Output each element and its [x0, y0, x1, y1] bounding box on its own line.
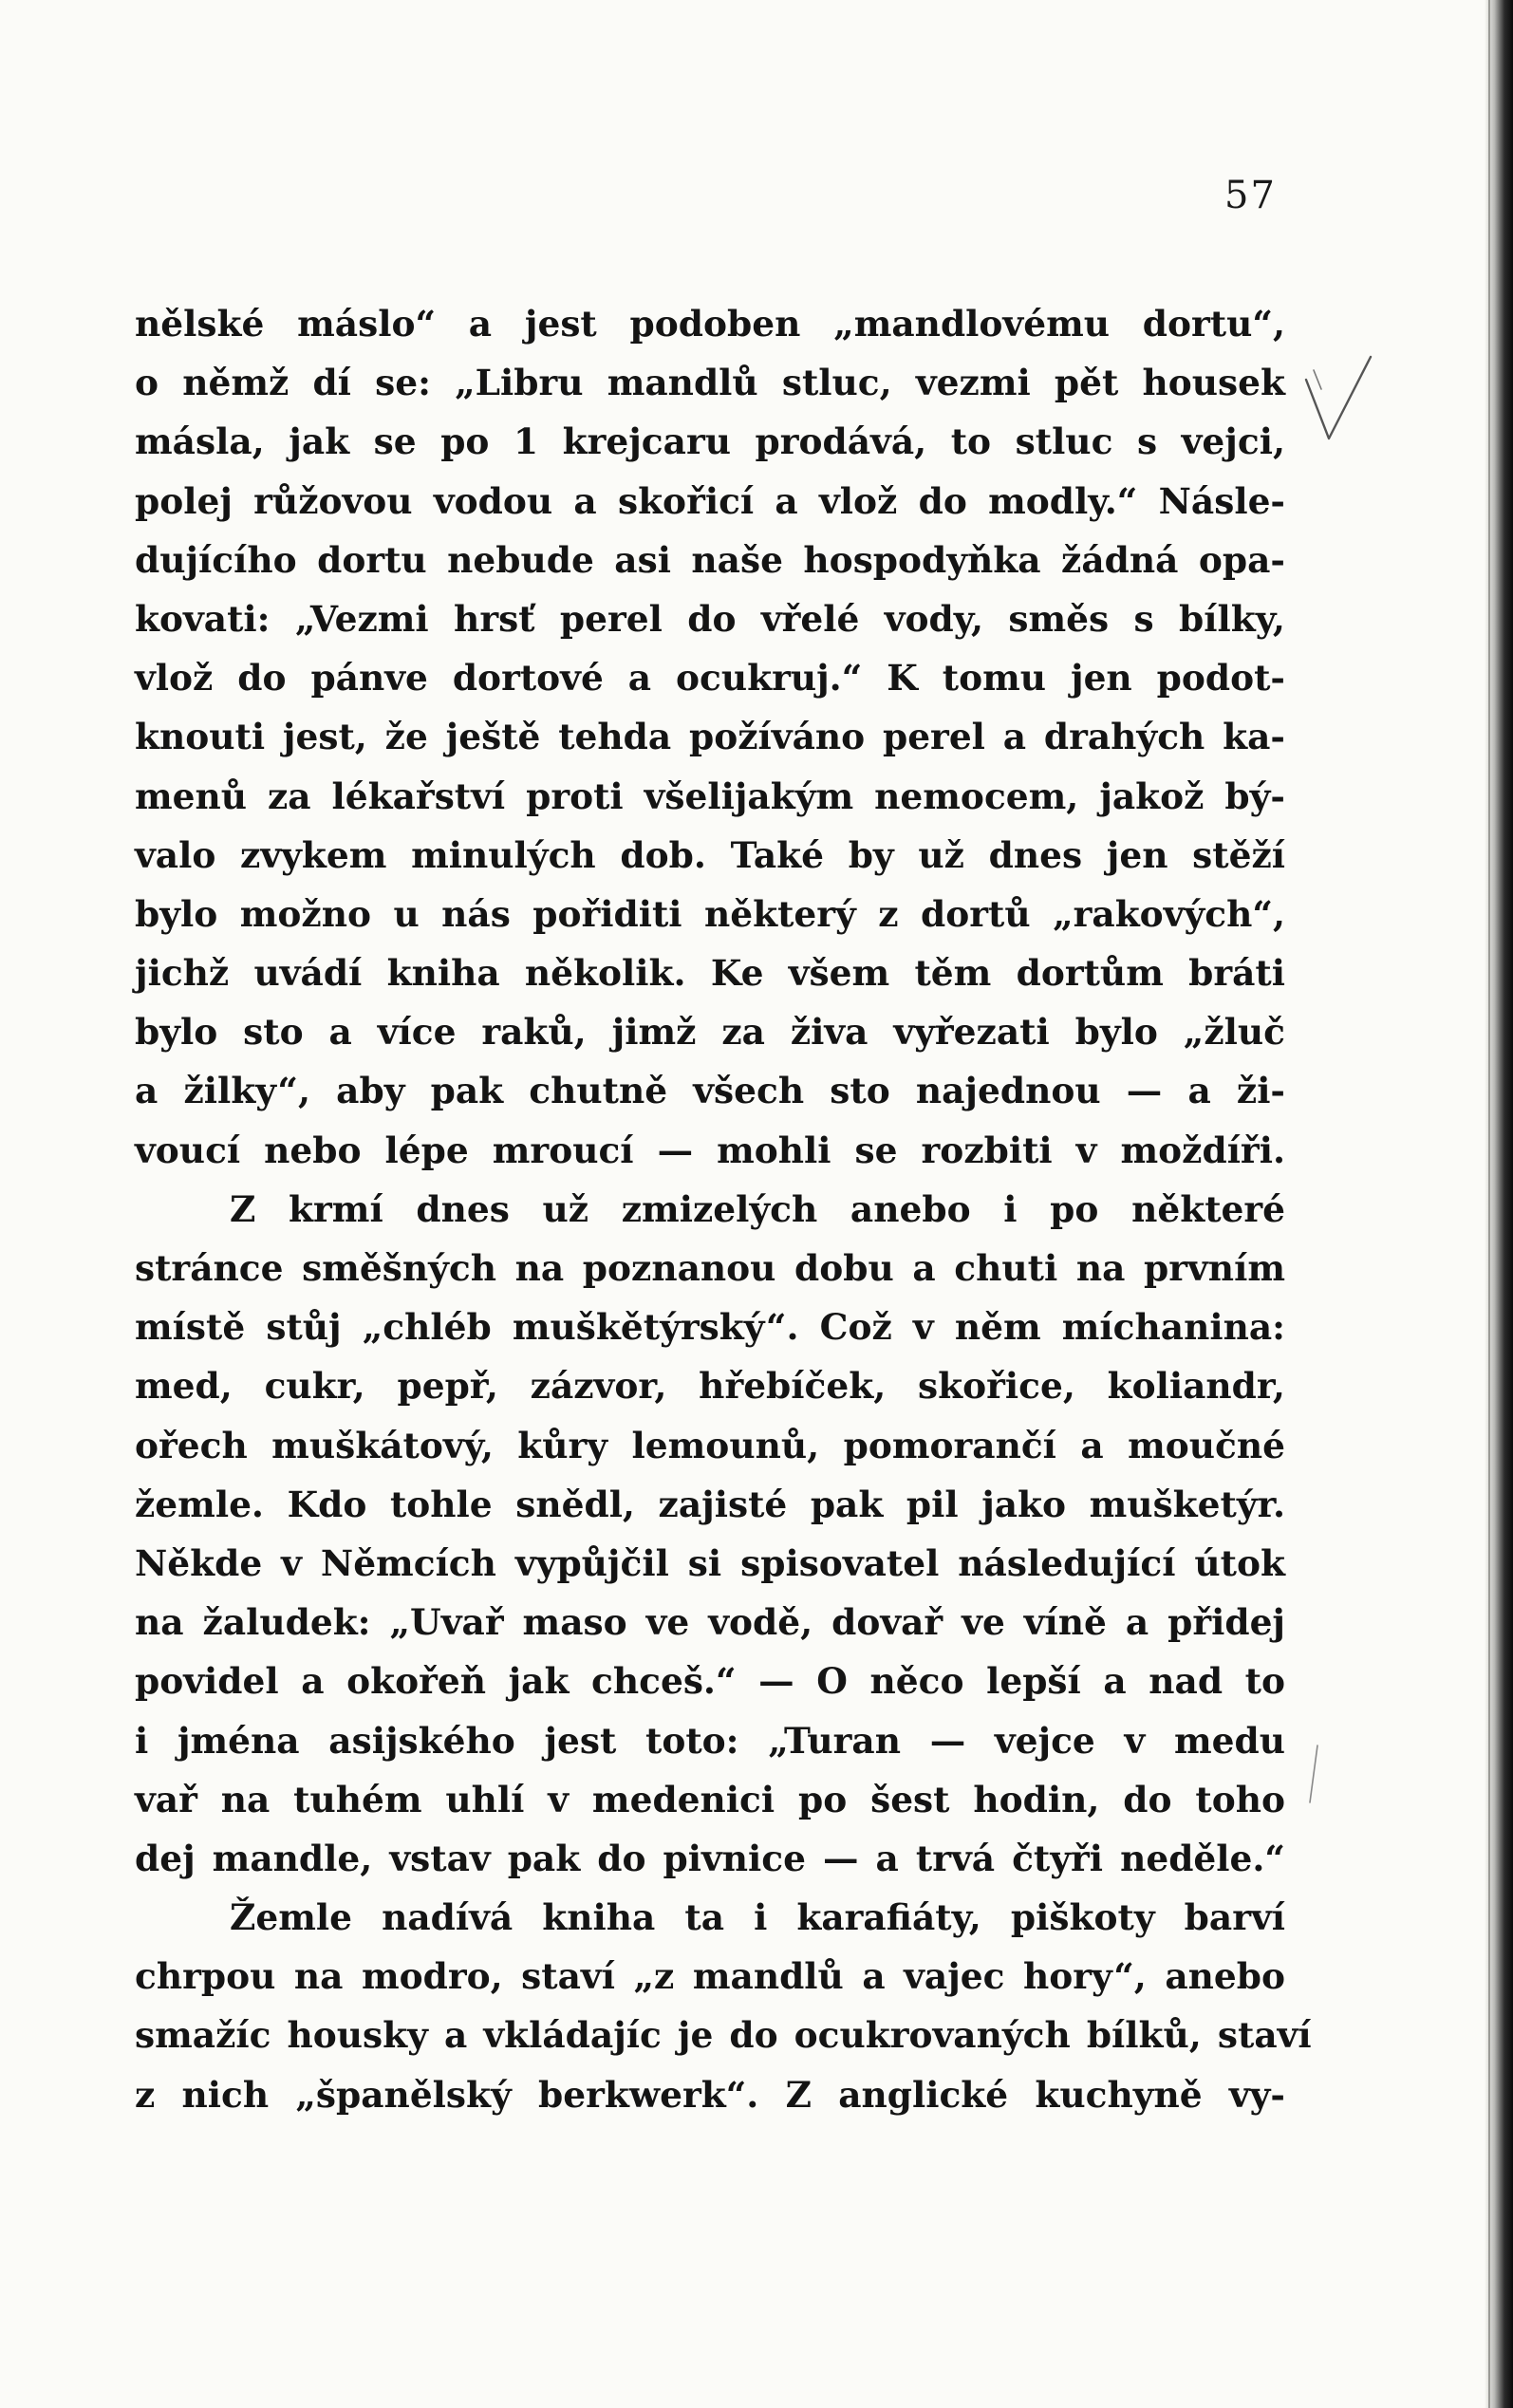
text-line: valo zvykem minulých dob. Také by už dnes jen stěží	[135, 833, 1285, 876]
text-line: vlož do pánve dortové a ocukruj.“ K tomu jen podot-	[135, 657, 1285, 700]
page-edge-line	[1488, 0, 1490, 2408]
text-line: ořech muškátový, kůry lemounů, pomorančí a moučné	[135, 1424, 1285, 1466]
text-line: knouti jest, že ještě tehda požíváno perel a drahých ka-	[135, 716, 1285, 758]
pencil-tick-icon	[1300, 1742, 1329, 1808]
text-line: Z krmí dnes už zmizelých anebo i po některé	[230, 1187, 1285, 1230]
text-line: polej růžovou vodou a skořicí a vlož do modly.“ Násle-	[135, 479, 1285, 522]
text-line: chrpou na modro, staví „z mandlů a vajec hory“, anebo	[135, 1955, 1285, 1998]
text-line: nělské máslo“ a jest podoben „mandlovému dortu“,	[135, 303, 1285, 345]
text-line: místě stůj „chléb muškětýrský“. Což v něm míchanina:	[135, 1306, 1285, 1349]
paragraph-3	[135, 1888, 1312, 2124]
text-line: žemle. Kdo tohle snědl, zajisté pak pil jako mušketýr.	[135, 1483, 1285, 1525]
text-line: menů za lékařství proti všelijakým nemocem, jakož bý-	[135, 775, 1285, 817]
text-line: na žaludek: „Uvař maso ve vodě, dovař ve víně a přidej	[135, 1601, 1285, 1644]
text-line: Žemle nadívá kniha ta i karafiáty, piškoty barví	[230, 1896, 1285, 1939]
page-number: 57	[1224, 174, 1277, 217]
text-line: bylo sto a více raků, jimž za živa vyřezati bylo „žluč	[135, 1011, 1285, 1054]
text-line: a žilky“, aby pak chutně všech sto najednou — a ži-	[135, 1070, 1285, 1112]
text-line: med, cukr, pepř, zázvor, hřebíček, skořice, koliandr,	[135, 1365, 1285, 1408]
text-line: másla, jak se po 1 krejcaru prodává, to stluc s vejci,	[135, 420, 1285, 463]
paragraph-1	[135, 294, 1285, 1180]
paragraph-2	[135, 1180, 1285, 1888]
text-line: z nich „španělský berkwerk“. Z anglické kuchyně vy-	[135, 2073, 1285, 2116]
text-line: i jména asijského jest toto: „Turan — vejce v medu	[135, 1719, 1285, 1762]
text-line: jichž uvádí kniha několik. Ke všem těm dortům bráti	[135, 952, 1285, 995]
text-line: Někde v Němcích vypůjčil si spisovatel následující útok	[135, 1541, 1285, 1584]
pencil-v-checkmark-icon	[1300, 351, 1376, 446]
text-line: o němž dí se: „Libru mandlů stluc, vezmi pět housek	[135, 362, 1285, 404]
text-line: povidel a okořeň jak chceš.“ — O něco lepší a nad to	[135, 1660, 1285, 1703]
text-line: smažíc housky a vkládajíc je do ocukrovaných bílků, staví	[135, 2014, 1312, 2057]
text-line: kovati: „Vezmi hrsť perel do vřelé vody, směs s bílky,	[135, 597, 1285, 640]
text-line: stránce směšných na poznanou dobu a chuti na prvním	[135, 1247, 1285, 1289]
body-text	[135, 294, 1312, 2124]
text-line: bylo možno u nás pořiditi některý z dortů „rakových“,	[135, 892, 1285, 935]
text-line: dej mandle, vstav pak do pivnice — a trvá čtyři neděle.“	[135, 1837, 1285, 1879]
text-line: vař na tuhém uhlí v medenici po šest hodin, do toho	[135, 1778, 1285, 1820]
text-line: dujícího dortu nebude asi naše hospodyňka žádná opa-	[135, 538, 1285, 581]
text-line: voucí nebo lépe mroucí — mohli se rozbiti v moždíři.	[135, 1129, 1285, 1171]
